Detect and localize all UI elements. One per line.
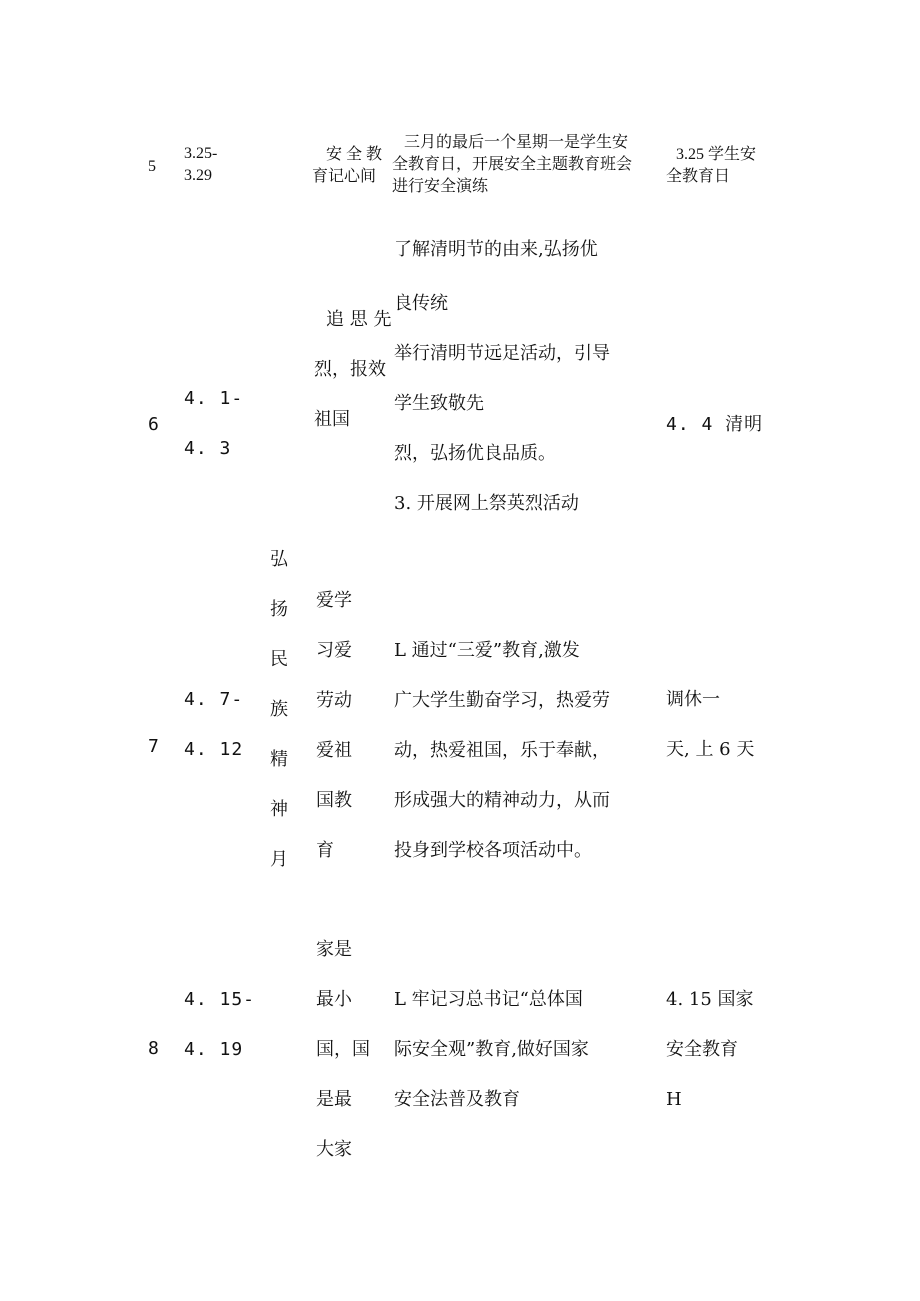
row-7-date: 4. 7- 4. 12 (184, 689, 244, 760)
row-7-theme: 爱学 习爱 劳动 爱祖 国教 育 (316, 590, 352, 861)
row-6-content: 了解清明节的由来,弘扬优 良传统 举行清明节远足活动，引导 学生致敬先 烈，弘扬优良品质。 3. 开展网上祭英烈活动 (394, 239, 610, 514)
row-5-note: 3.25 学生安 全教育日 (666, 146, 757, 185)
row-6-number: 6 (148, 414, 160, 435)
row-8-theme: 家是 最小 国，国 是最 大家 (316, 939, 370, 1160)
row-8-date: 4. 15- 4. 19 (184, 989, 256, 1060)
row-5-theme: 安 全 教 育记心间 (312, 146, 383, 185)
row-7-note: 调休一 天, 上 6 天 (666, 689, 755, 760)
row-6-date: 4. 1- 4. 3 (184, 388, 244, 459)
row-6-note: 4. 4 清明 (666, 414, 764, 435)
row-5-date: 3.25- 3.29 (184, 145, 218, 184)
row-8-number: 8 (148, 1038, 160, 1059)
row-5-content: 三月的最后一个星期一是学生安 全教育日，开展安全主题教育班会 进行安全演练 (392, 134, 633, 195)
row-7-number: 7 (148, 736, 160, 757)
row-7-content: L 通过“三爱”教育,激发 广大学生勤奋学习，热爱劳 动，热爱祖国，乐于奉献， 形成强大的精神动力，从而 投身到学校各项活动中。 (394, 640, 610, 861)
row-8-note: 4. 15 国家 安全教育 H (666, 989, 754, 1110)
row-5-number: 5 (148, 158, 156, 175)
row-8-content: L 牢记习总书记“总体国 际安全观”教育,做好国家 安全法普及教育 (394, 989, 589, 1110)
row-7-month-column: 弘 扬 民 族 精 神 月 (270, 549, 288, 870)
row-6-theme: 追 思 先 烈，报效 祖国 (314, 309, 392, 430)
